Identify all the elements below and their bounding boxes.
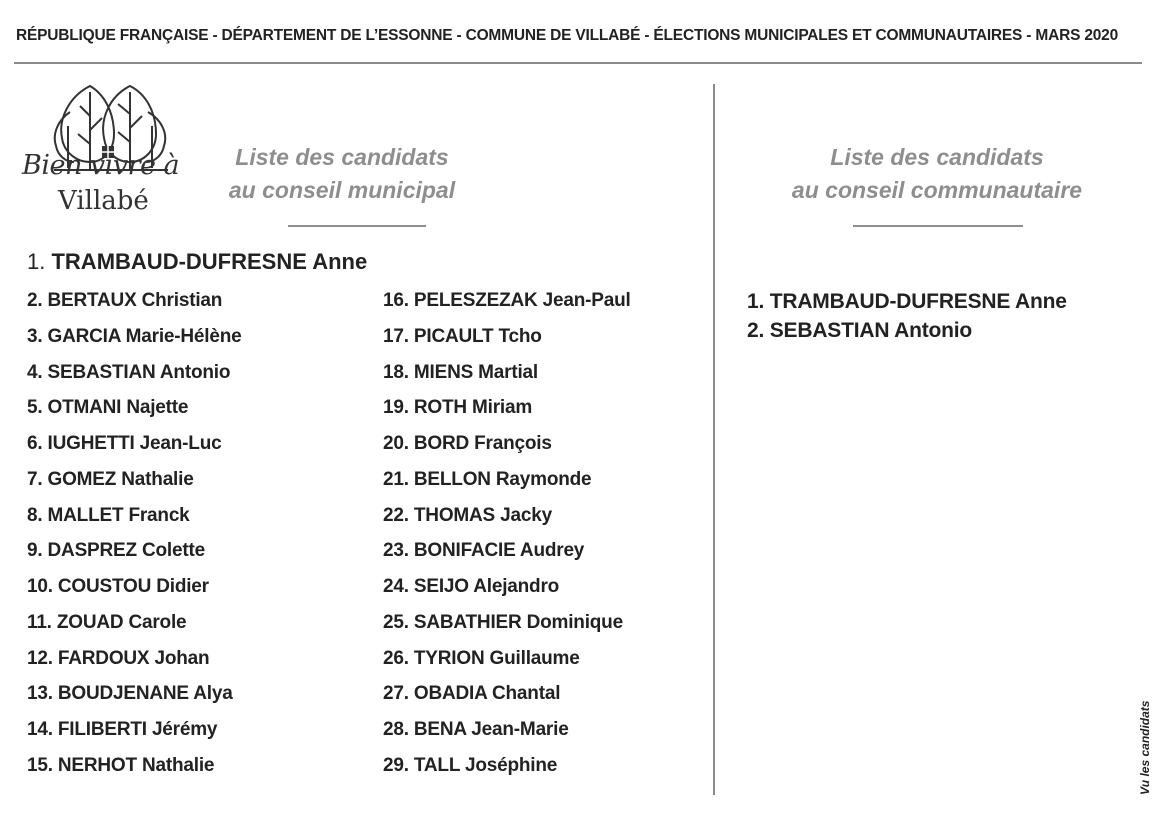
candidate-item: 9. DASPREZ Colette bbox=[27, 540, 205, 562]
municipal-title-underline bbox=[288, 225, 426, 227]
candidate-item: 25. SABATHIER Dominique bbox=[383, 611, 623, 633]
candidate-item: 29. TALL Joséphine bbox=[383, 754, 558, 776]
candidate-item: 26. TYRION Guillaume bbox=[383, 647, 580, 669]
communautaire-title-line1: Liste des candidats bbox=[830, 144, 1044, 170]
candidate-item: 15. NERHOT Nathalie bbox=[27, 754, 215, 776]
head-candidate-name: TRAMBAUD-DUFRESNE Anne bbox=[51, 249, 368, 274]
candidate-item: 11. ZOUAD Carole bbox=[27, 611, 187, 633]
candidate-item: 2. SEBASTIAN Antonio bbox=[747, 319, 973, 342]
communautaire-candidates-list bbox=[747, 290, 1067, 348]
candidate-item: 12. FARDOUX Johan bbox=[27, 647, 210, 669]
communautaire-title-line2: au conseil communautaire bbox=[791, 177, 1083, 203]
candidate-item: 6. IUGHETTI Jean-Luc bbox=[27, 433, 222, 454]
candidate-item: 10. COUSTOU Didier bbox=[27, 576, 209, 597]
candidate-item: 2. BERTAUX Christian bbox=[27, 290, 223, 311]
candidate-item: 22. THOMAS Jacky bbox=[383, 504, 552, 526]
candidate-item: 8. MALLET Franck bbox=[27, 504, 190, 526]
municipal-candidates-left-column bbox=[27, 290, 242, 791]
municipal-title-line1: Liste des candidats bbox=[235, 144, 449, 170]
candidate-item: 27. OBADIA Chantal bbox=[383, 683, 561, 705]
candidate-item: 3. GARCIA Marie-Hélène bbox=[27, 325, 242, 347]
communautaire-title-underline bbox=[853, 225, 1023, 227]
header-divider bbox=[14, 62, 1142, 64]
candidate-item: 4. SEBASTIAN Antonio bbox=[27, 361, 231, 383]
communautaire-list-title bbox=[757, 141, 1117, 207]
candidate-item: 17. PICAULT Tcho bbox=[383, 325, 542, 347]
candidate-item: 7. GOMEZ Nathalie bbox=[27, 468, 194, 490]
candidate-item: 13. BOUDJENANE Alya bbox=[27, 683, 233, 705]
head-of-list-candidate bbox=[27, 249, 367, 275]
candidate-item: 14. FILIBERTI Jérémy bbox=[27, 719, 218, 740]
list-logo bbox=[18, 82, 198, 232]
municipal-candidates-right-column bbox=[383, 290, 631, 791]
candidate-item: 23. BONIFACIE Audrey bbox=[383, 540, 585, 562]
head-candidate-number: 1. bbox=[27, 249, 46, 274]
candidate-item: 16. PELESZEZAK Jean-Paul bbox=[383, 290, 631, 311]
candidate-item: 24. SEIJO Alejandro bbox=[383, 576, 560, 597]
vu-les-candidats-label: Vu les candidats bbox=[1138, 700, 1152, 795]
candidate-item: 5. OTMANI Najette bbox=[27, 397, 189, 419]
candidate-item: 19. ROTH Miriam bbox=[383, 397, 533, 419]
municipal-list-title bbox=[212, 141, 472, 207]
logo-town-name: Villabé bbox=[58, 186, 149, 216]
candidate-item: 28. BENA Jean-Marie bbox=[383, 719, 569, 740]
candidate-item: 21. BELLON Raymonde bbox=[383, 468, 592, 490]
ballot-header-title: RÉPUBLIQUE FRANÇAISE - DÉPARTEMENT DE L’ESSONNE - COMMUNE DE VILLABÉ - ÉLECTIONS MUNICIPALES ET COMMUNAUTAIRES - MARS 2020 bbox=[16, 27, 1118, 44]
column-divider bbox=[713, 84, 715, 795]
municipal-title-line2: au conseil municipal bbox=[228, 177, 456, 203]
candidate-item: 1. TRAMBAUD-DUFRESNE Anne bbox=[747, 290, 1067, 313]
candidate-item: 20. BORD François bbox=[383, 433, 552, 454]
candidate-item: 18. MIENS Martial bbox=[383, 361, 538, 383]
logo-script-text: Bien vivre à bbox=[22, 150, 180, 181]
